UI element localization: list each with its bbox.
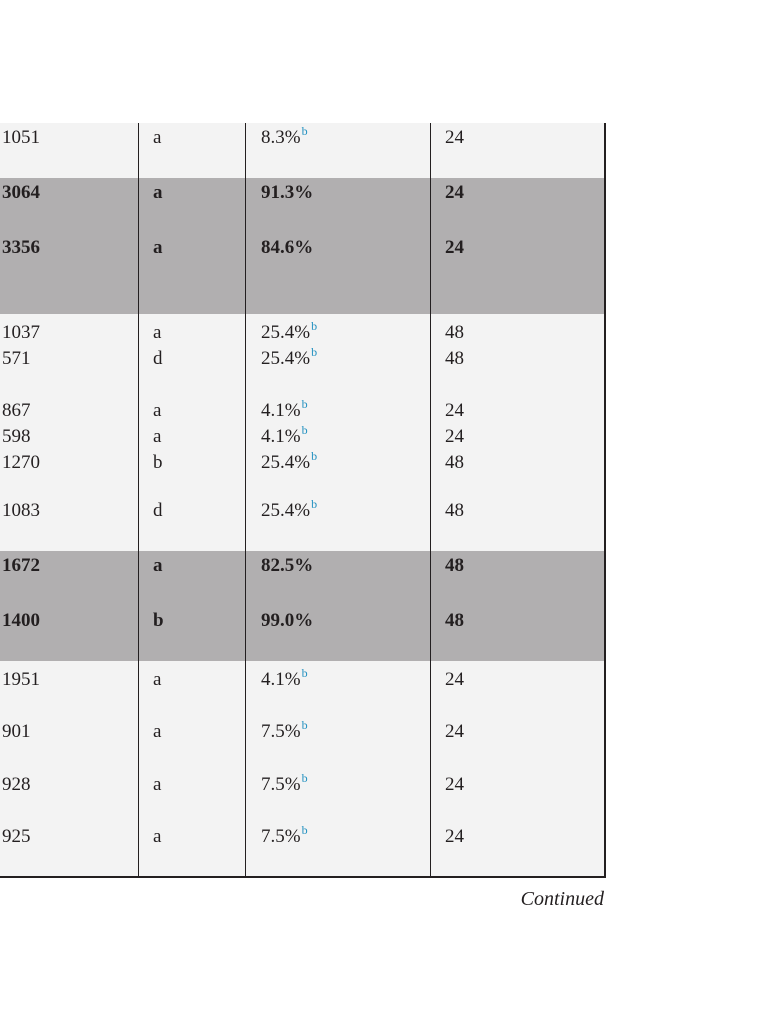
table-cell-percent: [261, 182, 313, 204]
table-cell-group-text: a: [153, 237, 163, 258]
table-cell-group: [153, 774, 161, 796]
table-cell-hours: [445, 826, 464, 848]
table-cell-percent-text: 84.6%: [261, 237, 314, 258]
table-cell-value-text: 3356: [2, 237, 40, 258]
table-cell-value: [2, 774, 31, 796]
table-cell-value: [2, 127, 40, 149]
table-cell-group: [153, 610, 164, 632]
table-cell-hours: [445, 348, 464, 370]
table-cell-hours: [445, 426, 464, 448]
table-cell-percent: [261, 319, 318, 345]
table-cell-value-text: 928: [2, 774, 31, 795]
footnote-marker[interactable]: b: [301, 397, 308, 411]
footnote-marker[interactable]: b: [301, 823, 308, 837]
table-cell-group: [153, 237, 163, 259]
table-cell-hours-text: 48: [445, 500, 464, 521]
table-cell-percent-text: 4.1%: [261, 400, 301, 421]
table-cell-hours-text: 48: [445, 452, 464, 473]
table-cell-percent-text: 7.5%: [261, 721, 301, 742]
table-cell-percent: [261, 124, 308, 150]
table-cell-value: [2, 400, 31, 422]
table-cell-group-text: a: [153, 721, 162, 742]
table-cell-percent: [261, 771, 308, 797]
table-cell-group-text: a: [153, 774, 162, 795]
table-cell-hours: [445, 500, 464, 522]
table-cell-value-text: 867: [2, 400, 31, 421]
table-cell-percent: [261, 610, 313, 632]
table-cell-group: [153, 400, 161, 422]
table-cell-hours: [445, 127, 464, 149]
table-cell-group: [153, 555, 163, 577]
footnote-marker[interactable]: b: [301, 666, 308, 680]
table-cell-group-text: b: [153, 610, 164, 631]
table-cell-percent: [261, 823, 308, 849]
table-cell-hours: [445, 669, 464, 691]
table-cell-value-text: 925: [2, 826, 31, 847]
table-cell-value-text: 1672: [2, 555, 40, 576]
table-cell-hours-text: 24: [445, 182, 464, 203]
table-cell-group: [153, 826, 161, 848]
table-cell-group: [153, 721, 161, 743]
table-cell-value: [2, 669, 40, 691]
table-cell-percent-text: 25.4%: [261, 500, 311, 521]
table-cell-percent-text: 7.5%: [261, 774, 301, 795]
table-cell-hours-text: 48: [445, 555, 464, 576]
table-cell-hours: [445, 555, 464, 577]
table-cell-value-text: 1270: [2, 452, 40, 473]
table-cell-value: [2, 721, 31, 743]
footnote-marker[interactable]: b: [301, 771, 308, 785]
footnote-marker[interactable]: b: [311, 319, 318, 333]
table-cell-hours: [445, 721, 464, 743]
table-cell-hours-text: 48: [445, 322, 464, 343]
footnote-marker[interactable]: b: [301, 718, 308, 732]
table-cell-hours-text: 24: [445, 400, 464, 421]
table-cell-percent: [261, 423, 308, 449]
table-cell-value-text: 1037: [2, 322, 40, 343]
table-cell-percent-text: 25.4%: [261, 452, 311, 473]
table-cell-group-text: a: [153, 426, 162, 447]
table-cell-group-text: d: [153, 500, 163, 521]
table-cell-hours-text: 24: [445, 721, 464, 742]
table-cell-hours-text: 24: [445, 774, 464, 795]
table-cell-value: [2, 452, 40, 474]
table-cell-percent-text: 82.5%: [261, 555, 314, 576]
table-cell-group: [153, 426, 161, 448]
table-cell-group-text: a: [153, 400, 162, 421]
table-cell-group-text: a: [153, 669, 162, 690]
continued-label: Continued: [520, 888, 604, 910]
table-cell-hours-text: 24: [445, 127, 464, 148]
table-cell-value: [2, 182, 40, 204]
footnote-marker[interactable]: b: [311, 497, 318, 511]
table-cell-group: [153, 348, 163, 370]
table-cell-percent: [261, 497, 318, 523]
table-cell-percent: [261, 237, 313, 259]
table-cell-group: [153, 127, 161, 149]
table-cell-value: [2, 500, 40, 522]
table-cell-value-text: 3064: [2, 182, 40, 203]
table-cell-percent: [261, 345, 318, 371]
table-cell-hours-text: 24: [445, 237, 464, 258]
table-cell-group: [153, 669, 161, 691]
table-cell-group: [153, 500, 163, 522]
table-cell-percent-text: 25.4%: [261, 348, 311, 369]
table-cell-percent: [261, 449, 318, 475]
table-cell-percent: [261, 666, 308, 692]
table-cell-hours: [445, 610, 464, 632]
table-cell-group-text: a: [153, 127, 162, 148]
table-cell-hours-text: 24: [445, 826, 464, 847]
table-cell-group-text: d: [153, 348, 163, 369]
table-cell-group-text: a: [153, 322, 162, 343]
column-divider: [430, 123, 431, 876]
table-cell-percent: [261, 555, 313, 577]
table-cell-hours: [445, 182, 464, 204]
table-cell-value: [2, 348, 31, 370]
footnote-marker[interactable]: b: [311, 345, 318, 359]
table-cell-value: [2, 610, 40, 632]
table-cell-hours-text: 24: [445, 426, 464, 447]
table-cell-hours: [445, 774, 464, 796]
table-cell-value-text: 1083: [2, 500, 40, 521]
table-cell-hours-text: 24: [445, 669, 464, 690]
table-cell-value-text: 1400: [2, 610, 40, 631]
table-cell-percent-text: 91.3%: [261, 182, 314, 203]
table-cell-value-text: 901: [2, 721, 31, 742]
table-cell-group: [153, 182, 163, 204]
footnote-marker[interactable]: b: [301, 423, 308, 437]
table-cell-group-text: a: [153, 182, 163, 203]
table-cell-hours: [445, 452, 464, 474]
column-divider: [245, 123, 246, 876]
table-cell-percent-text: 4.1%: [261, 669, 301, 690]
table-cell-percent: [261, 397, 308, 423]
footnote-marker[interactable]: b: [301, 124, 308, 138]
table-cell-hours: [445, 400, 464, 422]
table-cell-percent: [261, 718, 308, 744]
table-cell-group-text: a: [153, 555, 163, 576]
table-cell-group-text: b: [153, 452, 163, 473]
table-cell-value: [2, 322, 40, 344]
table-cell-group: [153, 452, 163, 474]
table-cell-value-text: 571: [2, 348, 31, 369]
table-cell-hours-text: 48: [445, 348, 464, 369]
table-cell-percent-text: 8.3%: [261, 127, 301, 148]
table-cell-group: [153, 322, 161, 344]
table-cell-value-text: 1951: [2, 669, 40, 690]
table-cell-percent-text: 25.4%: [261, 322, 311, 343]
table-cell-value: [2, 426, 31, 448]
table-cell-value-text: 598: [2, 426, 31, 447]
table-cell-value: [2, 555, 40, 577]
column-divider: [138, 123, 139, 876]
table-cell-percent-text: 99.0%: [261, 610, 314, 631]
table-cell-hours-text: 48: [445, 610, 464, 631]
table-cell-group-text: a: [153, 826, 162, 847]
table-cell-hours: [445, 322, 464, 344]
data-table: [0, 123, 606, 878]
table-cell-percent-text: 7.5%: [261, 826, 301, 847]
table-cell-percent-text: 4.1%: [261, 426, 301, 447]
table-cell-value: [2, 826, 31, 848]
table-cell-value-text: 1051: [2, 127, 40, 148]
footnote-marker[interactable]: b: [311, 449, 318, 463]
table-cell-hours: [445, 237, 464, 259]
table-cell-value: [2, 237, 40, 259]
